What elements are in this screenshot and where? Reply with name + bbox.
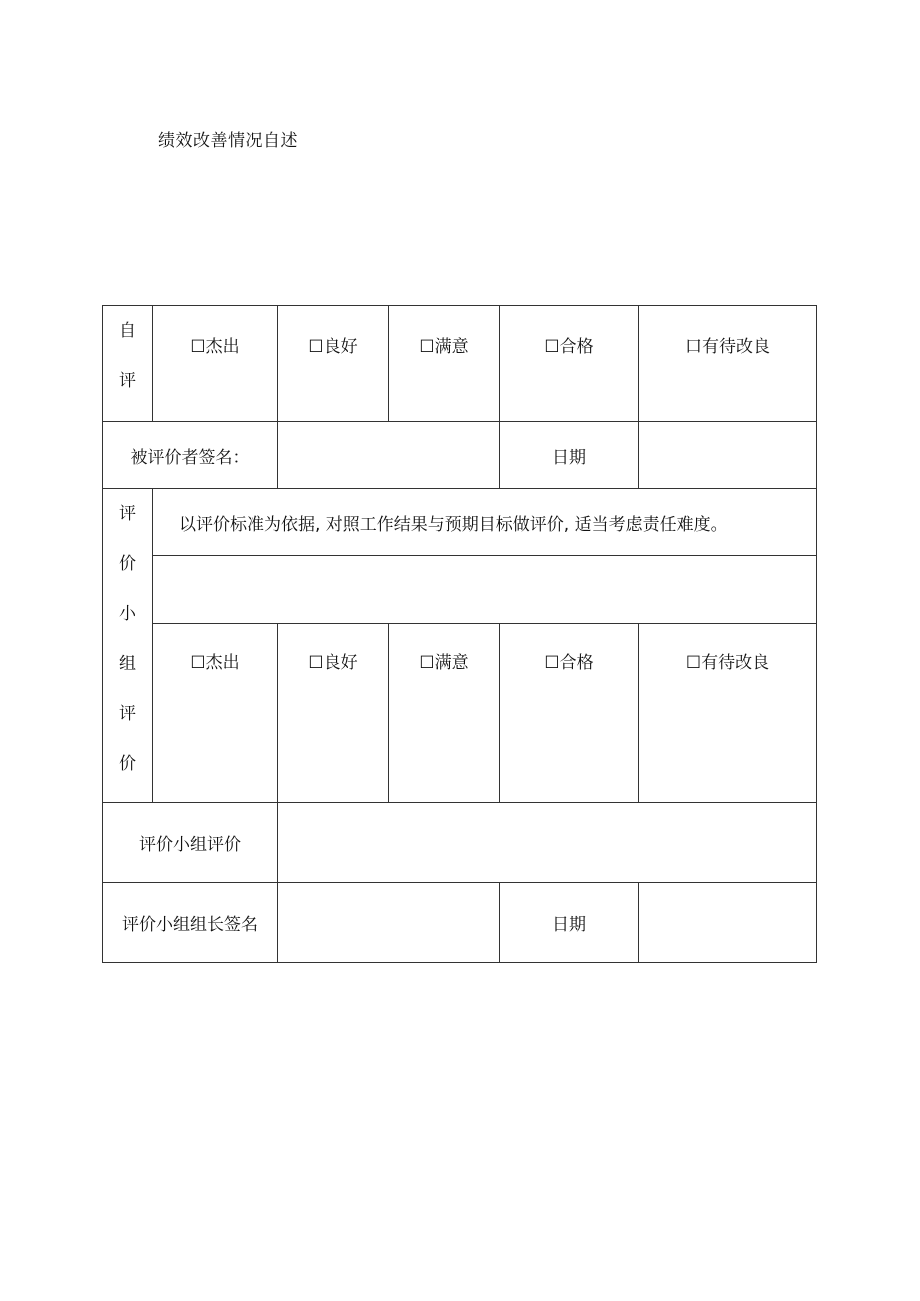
leader-signature-row bbox=[103, 883, 817, 963]
evaluatee-signature-field[interactable] bbox=[278, 422, 500, 489]
self-eval-label: 自 评 bbox=[103, 306, 153, 422]
panel-option-good[interactable]: ☐良好 bbox=[278, 624, 389, 803]
page-heading: 绩效改善情况自述 bbox=[158, 131, 298, 151]
self-eval-option-good[interactable]: ☐良好 bbox=[278, 306, 389, 422]
panel-blank-row bbox=[103, 556, 817, 624]
panel-blank-field[interactable] bbox=[153, 556, 817, 624]
panel-comment-label: 评价小组评价 bbox=[103, 803, 278, 883]
self-eval-option-qualified[interactable]: ☐合格 bbox=[500, 306, 639, 422]
panel-option-outstanding[interactable]: ☐杰出 bbox=[153, 624, 278, 803]
leader-date-field[interactable] bbox=[639, 883, 817, 963]
self-eval-option-satisfactory[interactable]: ☐满意 bbox=[389, 306, 500, 422]
panel-comment-row bbox=[103, 803, 817, 883]
self-eval-option-needs-improvement[interactable]: 口有待改良 bbox=[639, 306, 817, 422]
self-eval-option-outstanding[interactable]: ☐杰出 bbox=[153, 306, 278, 422]
evaluation-form-table bbox=[102, 305, 817, 963]
signature-row bbox=[103, 422, 817, 489]
panel-option-needs-improvement[interactable]: ☐有待改良 bbox=[639, 624, 817, 803]
evaluatee-signature-label: 被评价者签名： bbox=[103, 422, 278, 489]
date-field[interactable] bbox=[639, 422, 817, 489]
panel-options-row bbox=[103, 624, 817, 803]
leader-date-label: 日期 bbox=[500, 883, 639, 963]
self-eval-row bbox=[103, 306, 817, 422]
panel-option-satisfactory[interactable]: ☐满意 bbox=[389, 624, 500, 803]
panel-comment-field[interactable] bbox=[278, 803, 817, 883]
panel-criteria-row bbox=[103, 489, 817, 556]
date-label: 日期 bbox=[500, 422, 639, 489]
panel-option-qualified[interactable]: ☐合格 bbox=[500, 624, 639, 803]
leader-signature-label: 评价小组组长签名 bbox=[103, 883, 278, 963]
panel-criteria-text: 以评价标准为依据, 对照工作结果与预期目标做评价, 适当考虑责任难度。 bbox=[153, 489, 817, 556]
panel-eval-label: 评 价 小 组 评 价 bbox=[103, 489, 153, 803]
leader-signature-field[interactable] bbox=[278, 883, 500, 963]
